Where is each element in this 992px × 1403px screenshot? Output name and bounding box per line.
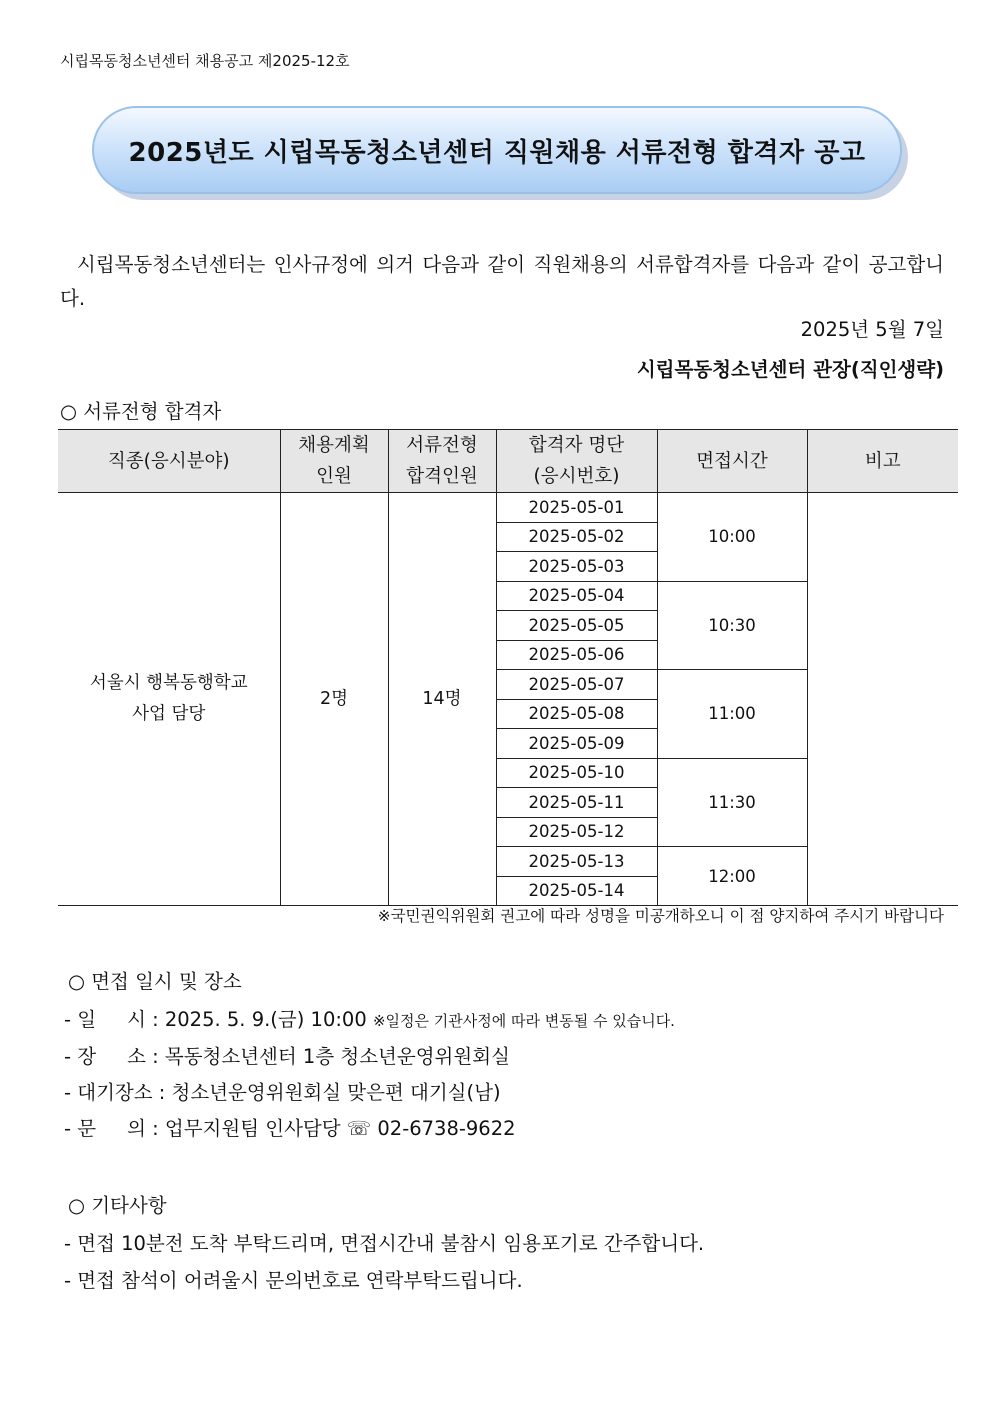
note-cell [807, 493, 958, 906]
applicant-id: 2025-05-08 [496, 699, 657, 729]
announcement-date: 2025년 5월 7일 [800, 318, 944, 341]
header-passed [388, 430, 496, 493]
job-line1: 서울시 행복동행학교 [89, 673, 248, 693]
intro-text: 시립목동청소년센터는 인사규정에 의거 다음과 같이 직원채용의 서류합격자를 다음과 같이 공고합니다. [60, 253, 944, 310]
interview-time: 10:30 [657, 581, 807, 670]
applicant-id: 2025-05-13 [496, 847, 657, 877]
document-number: 시립목동청소년센터 채용공고 제2025-12호 [60, 52, 350, 70]
header-passed-line1: 서류전형 [406, 435, 478, 456]
applicant-id: 2025-05-09 [496, 729, 657, 759]
waiting-room-line: - 대기장소 : 청소년운영위원회실 맞은편 대기실(남) [64, 1081, 501, 1104]
header-time: 면접시간 [657, 430, 807, 493]
table-header-row [58, 430, 958, 493]
title-box [92, 106, 902, 194]
header-note: 비고 [807, 430, 958, 493]
plan-count-cell: 2명 [280, 493, 388, 906]
section-heading-results: ○ 서류전형 합격자 [60, 400, 222, 423]
applicant-id: 2025-05-12 [496, 817, 657, 847]
interview-date-text: - 일 시 : 2025. 5. 9.(금) 10:00 [64, 1008, 373, 1031]
applicant-id: 2025-05-06 [496, 640, 657, 670]
interview-time: 11:30 [657, 758, 807, 847]
intro-paragraph [60, 248, 944, 316]
applicant-id: 2025-05-10 [496, 758, 657, 788]
interview-time: 12:00 [657, 847, 807, 906]
results-table [58, 429, 958, 906]
passed-count-cell: 14명 [388, 493, 496, 906]
header-plan-line1: 채용계획 [298, 435, 370, 456]
interview-date-note: ※일정은 기관사정에 따라 변동될 수 있습니다. [372, 1012, 675, 1030]
job-line2: 사업 담당 [132, 704, 206, 724]
applicant-id: 2025-05-01 [496, 493, 657, 523]
interview-place-line: - 장 소 : 목동청소년센터 1층 청소년운영위원회실 [64, 1045, 510, 1068]
interview-time: 10:00 [657, 493, 807, 582]
interview-time: 11:00 [657, 670, 807, 759]
applicant-id: 2025-05-07 [496, 670, 657, 700]
applicant-id: 2025-05-04 [496, 581, 657, 611]
applicant-id: 2025-05-05 [496, 611, 657, 641]
header-plan-line2: 인원 [316, 466, 352, 487]
section-heading-etc: ○ 기타사항 [68, 1194, 167, 1217]
header-passed-line2: 합격인원 [406, 466, 478, 487]
table-row [58, 493, 958, 523]
job-cell [58, 493, 280, 906]
privacy-note: ※국민권익위원회 권고에 따라 성명을 미공개하오니 이 점 양지하여 주시기 바랍니다 [377, 907, 944, 925]
header-plan [280, 430, 388, 493]
title-banner [92, 106, 902, 194]
applicant-id: 2025-05-14 [496, 876, 657, 906]
applicant-id: 2025-05-03 [496, 552, 657, 582]
applicant-id: 2025-05-11 [496, 788, 657, 818]
etc-item: - 면접 10분전 도착 부탁드리며, 면접시간내 불참시 임용포기로 간주합니다. [64, 1232, 705, 1255]
interview-date-line [64, 1004, 675, 1032]
etc-item: - 면접 참석이 어려울시 문의번호로 연락부탁드립니다. [64, 1269, 523, 1292]
header-list-line2: (응시번호) [533, 466, 620, 487]
applicant-id: 2025-05-02 [496, 522, 657, 552]
section-heading-interview: ○ 면접 일시 및 장소 [68, 970, 242, 993]
page-title: 2025년도 시립목동청소년센터 직원채용 서류전형 합격자 공고 [128, 137, 866, 168]
signer: 시립목동청소년센터 관장(직인생략) [636, 358, 944, 381]
header-list-line1: 합격자 명단 [528, 435, 625, 456]
header-job: 직종(응시분야) [58, 430, 280, 493]
contact-line: - 문 의 : 업무지원팀 인사담당 ☏ 02-6738-9622 [64, 1117, 516, 1140]
header-list [496, 430, 657, 493]
